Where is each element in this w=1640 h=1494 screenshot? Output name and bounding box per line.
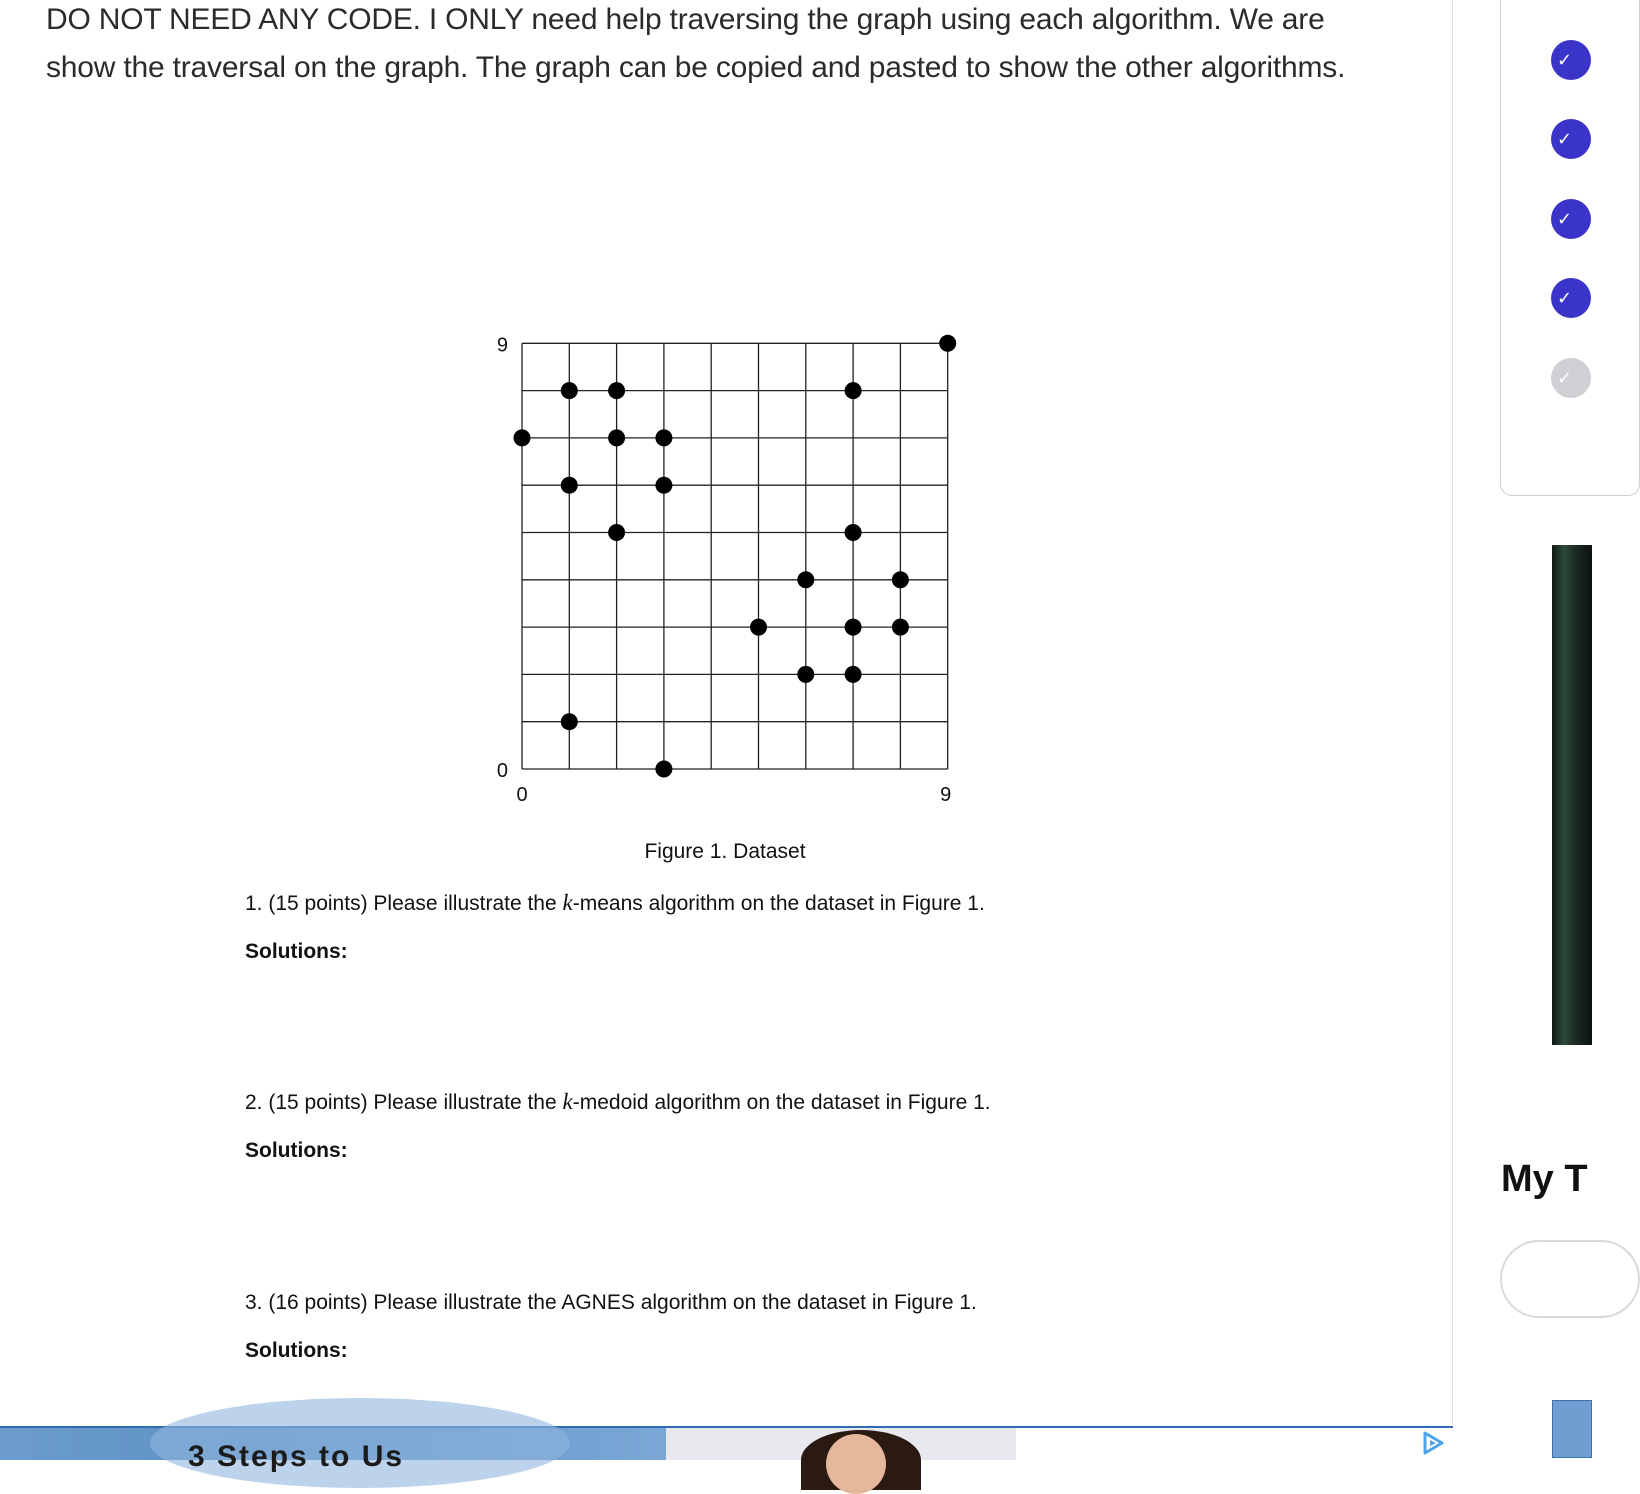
data-point [939, 335, 956, 352]
data-point [561, 382, 578, 399]
data-point [514, 429, 531, 446]
data-point [750, 619, 767, 636]
ad-headline[interactable]: 3 Steps to Us [188, 1440, 405, 1473]
data-point [608, 382, 625, 399]
plot-ticks [497, 334, 951, 806]
plot-grid [522, 343, 948, 769]
data-point [892, 571, 909, 588]
step-check-icon[interactable]: ✓ [1551, 40, 1591, 80]
data-point [561, 713, 578, 730]
x-tick-label: 9 [940, 784, 952, 806]
data-point [797, 571, 814, 588]
y-tick-label: 9 [496, 334, 508, 357]
data-point [655, 429, 672, 446]
question-2-solutions-label: Solutions: [245, 1139, 348, 1162]
data-point [608, 429, 625, 446]
question-3-text: 3. (16 points) Please illustrate the AGNES algorithm on the dataset in Figure 1. [245, 1291, 977, 1314]
step-check-icon[interactable]: ✓ [1551, 278, 1591, 318]
sidebar-ad-tile[interactable] [1552, 1400, 1592, 1458]
question-3-solutions-label: Solutions: [245, 1339, 348, 1362]
data-point [655, 477, 672, 494]
x-tick-label: 0 [516, 784, 528, 806]
data-point [797, 666, 814, 683]
plot-points [514, 335, 957, 778]
ad-choices-icon[interactable] [1420, 1430, 1446, 1456]
data-point [845, 619, 862, 636]
question-image [200, 320, 1100, 1380]
data-point [892, 619, 909, 636]
ad-photo[interactable] [666, 1428, 1016, 1460]
dataset-scatter-plot [200, 320, 1100, 840]
right-sidebar [1454, 0, 1588, 1458]
sidebar-heading: My T [1501, 1158, 1588, 1200]
data-point [845, 524, 862, 541]
video-thumbnail[interactable] [1552, 545, 1592, 1045]
step-pending-icon[interactable]: ✓ [1551, 358, 1591, 398]
sidebar-search-input[interactable] [1500, 1240, 1640, 1318]
y-tick-label: 0 [496, 760, 508, 782]
data-point [845, 666, 862, 683]
question-body-text: DO NOT NEED ANY CODE. I ONLY need help traversing the graph using each algorithm. We are show the traversal on the graph. The graph can be copied and pasted to show the other algorithms. [46, 3, 1346, 84]
data-point [608, 524, 625, 541]
step-check-icon[interactable]: ✓ [1551, 199, 1591, 239]
bottom-ad-banner[interactable] [0, 1426, 1453, 1473]
question-1-solutions-label: Solutions: [245, 940, 348, 963]
figure-caption: Figure 1. Dataset [644, 840, 806, 863]
data-point [845, 382, 862, 399]
data-point [655, 761, 672, 778]
question-1-text: 1. (15 points) Please illustrate the k-means algorithm on the dataset in Figure 1. [245, 890, 985, 915]
step-check-icon[interactable]: ✓ [1551, 119, 1591, 159]
question-2-text: 2. (15 points) Please illustrate the k-medoid algorithm on the dataset in Figure 1. [245, 1089, 991, 1114]
data-point [561, 477, 578, 494]
